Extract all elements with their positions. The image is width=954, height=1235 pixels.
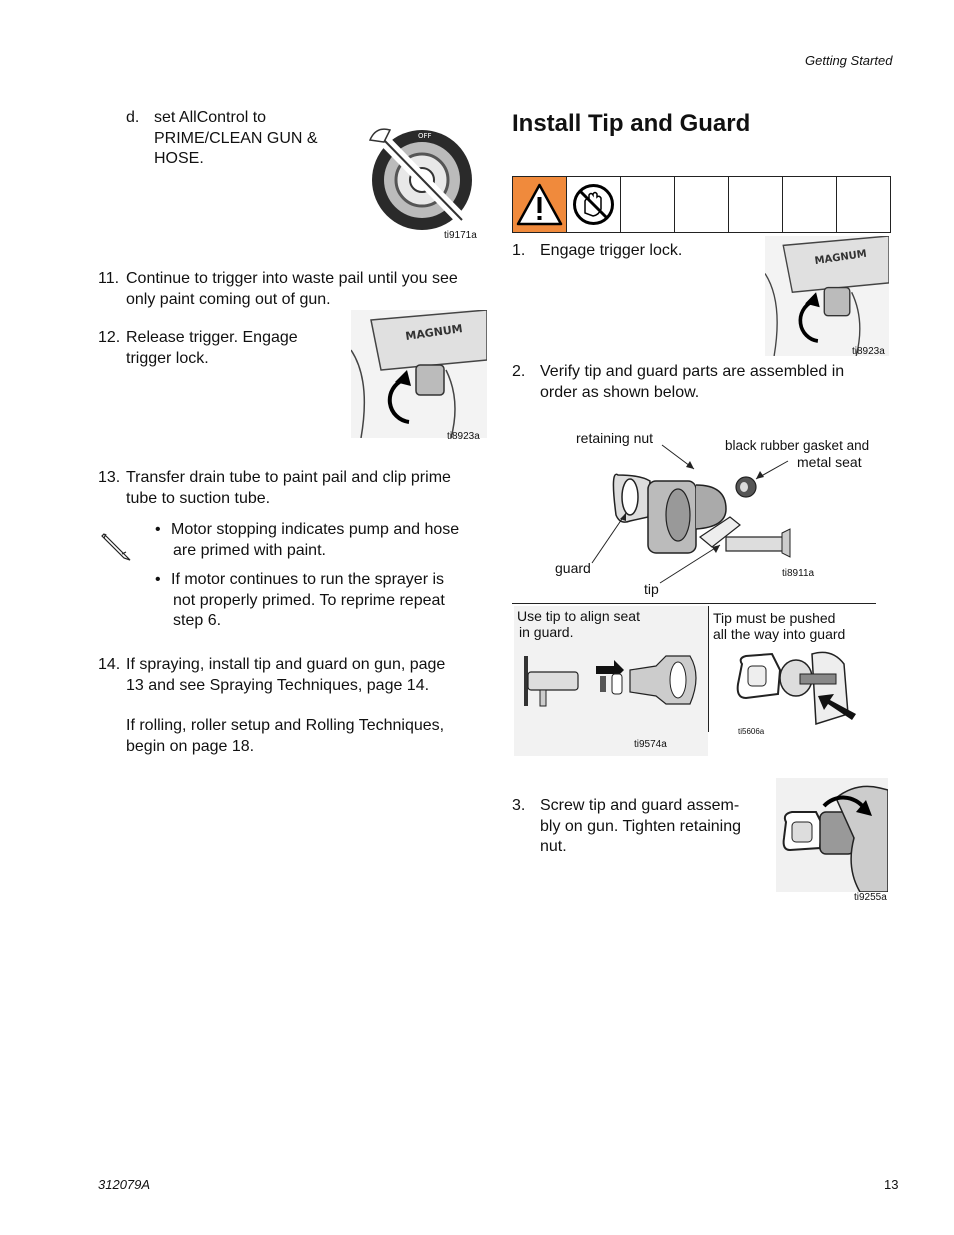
label-guard: guard (555, 560, 591, 576)
push-tip-panel (712, 606, 877, 741)
push-tip-line2: all the way into guard (713, 626, 846, 642)
note-bullet-2-line1: If motor continues to run the sprayer is (171, 571, 445, 588)
right-step-3-line3: nut. (540, 838, 567, 855)
panel-divider-vertical (708, 606, 709, 732)
fig-id-ti8911a: ti8911a (782, 568, 815, 579)
warning-symbol-cell (513, 177, 567, 233)
page-header: Getting Started (805, 53, 893, 68)
empty-symbol-cell (621, 177, 675, 233)
step-12 (98, 328, 338, 370)
push-tip-figure (732, 644, 872, 734)
trigger-lock-figure-left (351, 310, 487, 445)
right-step-2-line2: order as shown below. (540, 383, 700, 401)
panel-divider-horizontal (512, 603, 876, 604)
step-13 (98, 468, 488, 510)
step-13-line1: Transfer drain tube to paint pail and clip prime (126, 469, 451, 486)
empty-symbol-cell (729, 177, 783, 233)
label-retaining-nut: retaining nut (576, 430, 654, 446)
push-tip-line1: Tip must be pushed (713, 610, 836, 626)
note-bullet-2 (155, 570, 490, 632)
empty-symbol-cell (675, 177, 729, 233)
label-tip: tip (644, 581, 659, 597)
note-bullet-1-line2: are primed with paint. (173, 541, 326, 559)
label-gasket-line1: black rubber gasket and (725, 438, 870, 453)
align-seat-panel (514, 606, 708, 756)
step-11-line1: Continue to trigger into waste pail until you see (126, 270, 458, 287)
step-14-line1: If spraying, install tip and guard on gun, page (126, 656, 446, 673)
footer-doc-number: 312079A (98, 1177, 151, 1192)
svg-text:OFF: OFF (418, 132, 432, 140)
right-step-1 (512, 241, 752, 263)
right-step-3-line2: bly on gun. Tighten retaining (540, 817, 742, 835)
hazard-symbol-table (512, 176, 891, 233)
fig-id-ti8923a-left: ti8923a (447, 431, 480, 442)
warning-icon (513, 177, 566, 232)
fig-id-ti9171a: ti9171a (444, 230, 477, 241)
step-11-num: 11. (98, 270, 120, 287)
bullet-dot-icon: • (155, 571, 161, 588)
step-14-num: 14. (98, 656, 121, 673)
step-12-line1: Release trigger. Engage (126, 329, 298, 346)
right-step-2-line1: Verify tip and guard parts are assembled in (540, 363, 845, 380)
fig-id-ti9574a: ti9574a (634, 739, 667, 750)
step-12-num: 12. (98, 329, 121, 346)
step-13-num: 13. (98, 469, 121, 486)
step-14-line2: 13 and see Spraying Techniques, page 14. (126, 676, 430, 694)
tip-guard-parts-diagram (550, 425, 880, 600)
fig-id-ti9255a: ti9255a (854, 892, 887, 903)
step-14-line3: If rolling, roller setup and Rolling Techniques, (126, 717, 445, 734)
step-11 (98, 269, 488, 311)
align-seat-figure (520, 646, 706, 736)
svg-text:MAGNUM: MAGNUM (404, 322, 464, 343)
right-step-2 (512, 362, 892, 404)
step-d (126, 108, 346, 178)
right-step-3 (512, 796, 772, 858)
right-step-2-num: 2. (512, 363, 526, 380)
step-14-line4: begin on page 18. (126, 737, 255, 755)
step-11-line2: only paint coming out of gun. (126, 290, 331, 308)
empty-symbol-cell (783, 177, 837, 233)
label-gasket-line2: metal seat (797, 454, 862, 470)
note-bullet-1 (155, 520, 490, 562)
step-14 (98, 655, 488, 760)
allcontrol-dial-figure (362, 120, 482, 245)
fig-id-ti8923a-right: ti8923a (852, 346, 885, 357)
note-pencil-icon (100, 530, 132, 562)
step-13-line2: tube to suction tube. (126, 489, 271, 507)
step-d-line2: PRIME/CLEAN GUN & (154, 129, 318, 147)
bullet-dot-icon: • (155, 521, 161, 538)
no-hand-icon (567, 177, 620, 232)
note-bullet-2-line2: not properly primed. To reprime repeat (173, 591, 445, 609)
trigger-lock-figure-right (765, 236, 890, 361)
screw-assembly-figure (776, 778, 894, 906)
note-bullet-2-line3: step 6. (173, 612, 222, 629)
right-step-3-num: 3. (512, 797, 526, 814)
step-d-line1: set AllControl to (154, 109, 267, 126)
no-hand-symbol-cell (567, 177, 621, 233)
svg-text:MAGNUM: MAGNUM (814, 248, 868, 268)
step-d-letter: d. (126, 109, 140, 126)
step-12-line2: trigger lock. (126, 349, 209, 367)
align-seat-line1: Use tip to align seat (517, 608, 640, 624)
section-title: Install Tip and Guard (512, 110, 751, 137)
empty-symbol-cell (837, 177, 891, 233)
align-seat-line2: in guard. (519, 624, 574, 640)
right-step-1-text: Engage trigger lock. (540, 242, 683, 259)
right-step-3-line1: Screw tip and guard assem- (540, 797, 740, 814)
step-d-line3: HOSE. (154, 150, 204, 167)
right-step-1-num: 1. (512, 242, 526, 259)
fig-id-ti5606a: ti5606a (738, 727, 765, 736)
note-bullet-1-line1: Motor stopping indicates pump and hose (171, 521, 460, 538)
footer-page-number: 13 (884, 1177, 899, 1192)
